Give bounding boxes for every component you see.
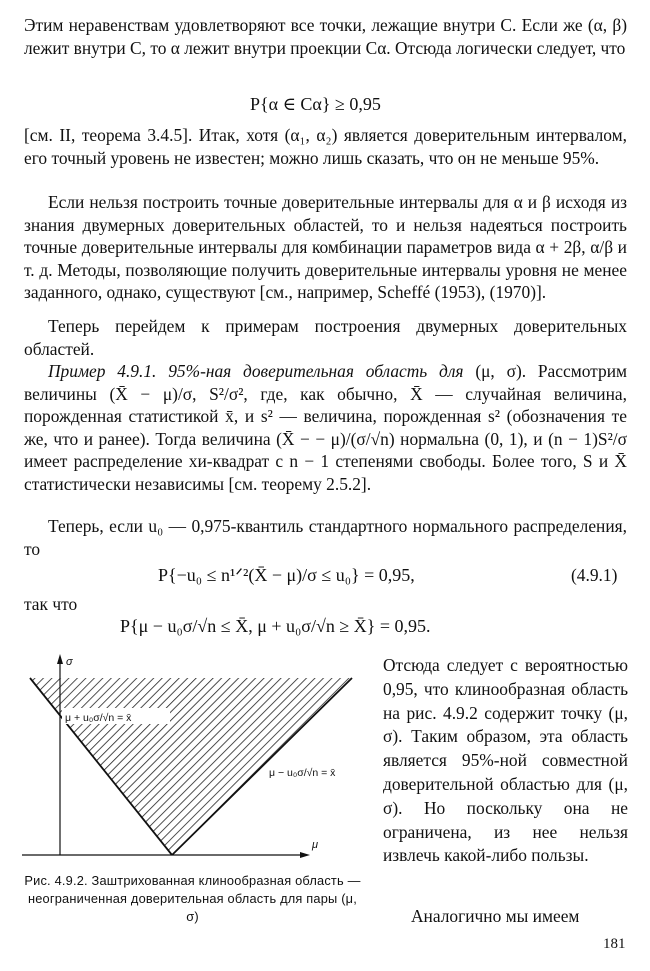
left-line-label: μ + u₀σ/√n = x̄ <box>65 712 132 724</box>
page-number: 181 <box>603 936 626 952</box>
paragraph-7: так что <box>24 594 78 614</box>
paragraph-5 <box>24 360 627 495</box>
mu-axis-arrow-icon <box>300 852 310 858</box>
paragraph-4: Теперь перейдем к примерам построения двумерных доверительных областей. <box>24 316 627 359</box>
sigma-axis-label: σ <box>66 656 73 668</box>
paragraph-9: Аналогично мы имеем <box>411 906 580 926</box>
example-label: Пример 4.9.1. 95%-ная доверительная область для <box>48 361 464 381</box>
formula-3: P{μ − u₀σ/√n ≤ X̄, μ + u₀σ/√n ≥ X̄} = 0,95. <box>120 616 431 636</box>
paragraph-2: [см. II, теорема 3.4.5]. Итак, хотя (α₁, α₂) является доверительным интервалом, его точный уровень не известен; можно лишь сказать, что он не меньше 95%. <box>24 125 627 168</box>
paragraph-1: Этим неравенствам удовлетворяют все точки, лежащие внутри C. Если же (α, β) лежит внутри C, то α лежит внутри проекции Cα. Отсюда логически следует, что <box>24 15 627 58</box>
wedge-figure <box>22 648 367 868</box>
paragraph-3: Если нельзя построить точные доверительные интервалы для α и β исходя из знания двумерных доверительных областей, то и нельзя надеяться построить точные доверительные интервалы для комбинации параметров вида α + 2β, α/β и т. д. Методы, позволяющие получить доверительные интервалы уровня не менее заданного, однако, существуют [см., например, Scheffé (1953), (1970)]. <box>24 192 627 302</box>
right-line-label: μ − u₀σ/√n = x̄ <box>269 767 336 779</box>
example-text: (μ, σ). Рассмотрим величины (X̄ − μ)/σ, S²/σ², где, как обычно, X̄ — случайная величина, порожденная статистикой x̄, и s² — величина, порожденная s² (обозначения те же, что и ранее). Тогда величина (X̄ − − μ)/(σ/√n) нормальна (0, 1), и (n − 1)S²/σ имеет распределение хи-квадрат с n − 1 степенями свободы. Более того, S и X̄ статистически независимы [см. теорему 2.5.2]. <box>24 361 628 494</box>
formula-2: P{−u₀ ≤ n¹ᐟ²(X̄ − μ)/σ ≤ u₀} = 0,95, <box>158 565 415 585</box>
formula-1: P{α ∈ Cα} ≥ 0,95 <box>250 94 381 114</box>
mu-axis-label: μ <box>312 839 319 851</box>
figure-caption: Рис. 4.9.2. Заштрихованная клинообразная область — неограниченная доверительная область для пары (μ, σ) <box>24 873 361 924</box>
sigma-axis-arrow-icon <box>57 654 63 664</box>
paragraph-8: Отсюда следует с вероятностью 0,95, что клинообразная область на рис. 4.9.2 содержит точку (μ, σ). Таким образом, эта область является 95%-ной совместной доверительной областью для (μ, σ). Но поскольку она не ограничена, из нее нельзя извлечь какой-либо пользы. <box>383 655 628 866</box>
paragraph-6: Теперь, если u₀ — 0,975-квантиль стандартного нормального распределения, то <box>24 516 627 559</box>
equation-number: (4.9.1) <box>571 565 618 585</box>
